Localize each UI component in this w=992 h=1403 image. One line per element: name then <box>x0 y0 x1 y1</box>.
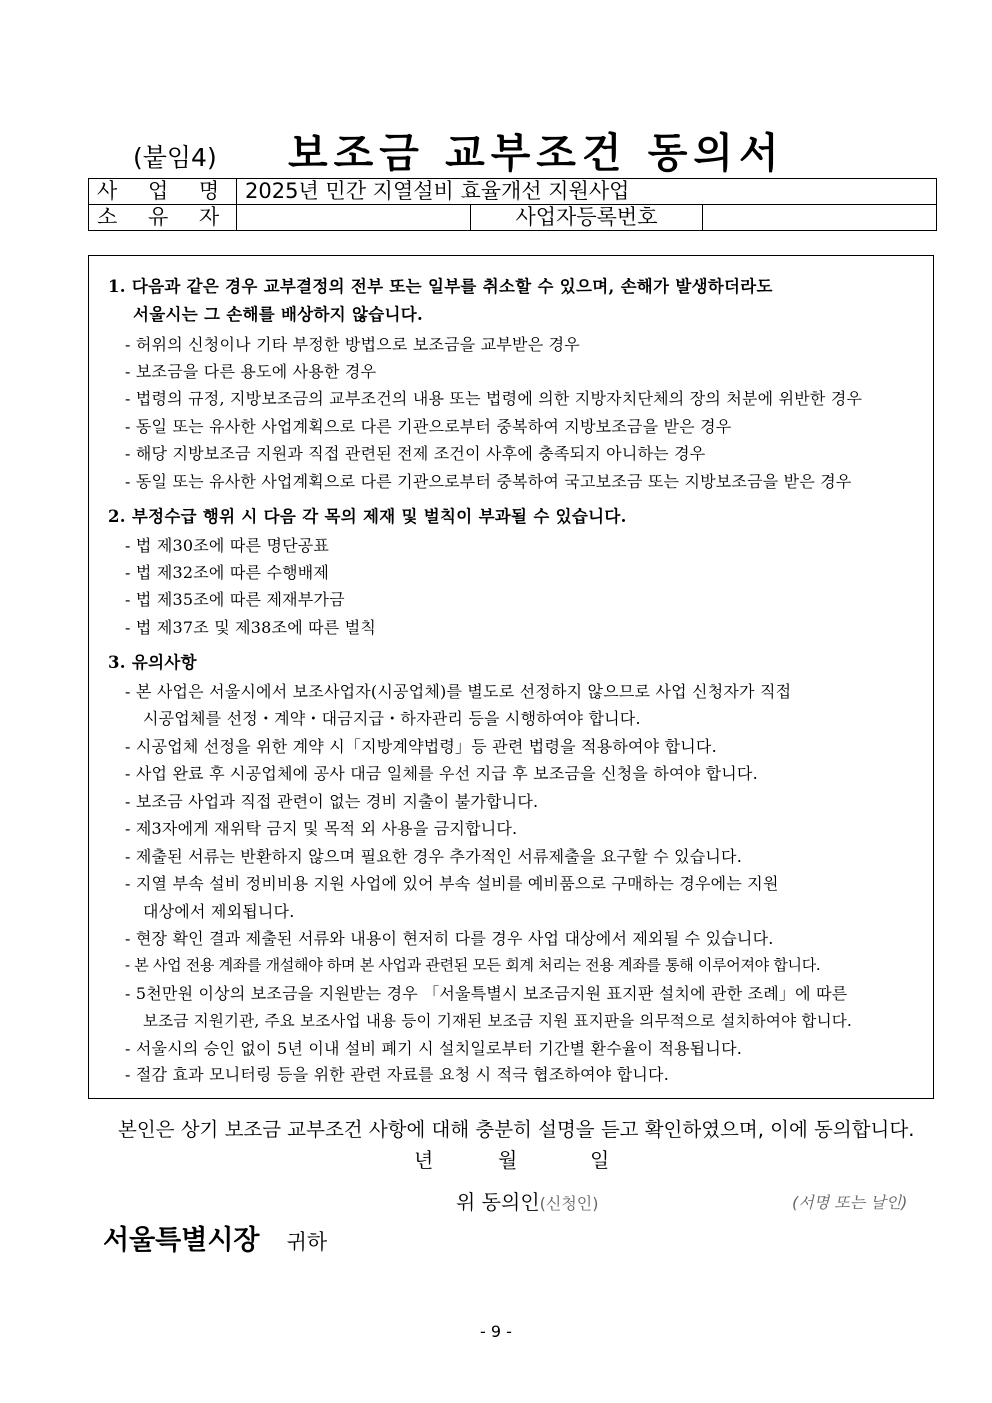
section-3-heading: 3. 유의사항 <box>108 653 197 672</box>
list-item: - 본 사업 전용 계좌를 개설해야 하며 본 사업과 관련된 모든 회계 처리는 전용 계좌를 통해 이루어져야 합니다. <box>125 956 821 974</box>
list-item-cont: 시공업체를 선정・계약・대금지급・하자관리 등을 시행하여야 합니다. <box>143 709 641 728</box>
section-1-heading-line2: 서울시는 그 손해를 배상하지 않습니다. <box>133 305 424 324</box>
section-2-heading: 2. 부정수급 행위 시 다음 각 목의 제재 및 벌칙이 부과될 수 있습니다. <box>108 507 627 526</box>
list-item: - 사업 완료 후 시공업체에 공사 대금 일체를 우선 지급 후 보조금을 신청을 하여야 합니다. <box>125 764 758 783</box>
business-name-value: 2025년 민간 지열설비 효율개선 지원사업 <box>237 179 937 205</box>
signer-sub-label: (신청인) <box>539 1194 599 1213</box>
list-item: - 제출된 서류는 반환하지 않으며 필요한 경우 추가적인 서류제출을 요구할 수 있습니다. <box>125 847 742 866</box>
list-item: - 시공업체 선정을 위한 계약 시「지방계약법령」등 관련 법령을 적용하여야 합니다. <box>125 737 717 756</box>
signature-field[interactable]: (서명 또는 날인) <box>792 1193 908 1212</box>
list-item: - 제3자에게 재위탁 금지 및 목적 외 사용을 금지합니다. <box>125 819 518 838</box>
list-item: - 법령의 규정, 지방보조금의 교부조건의 내용 또는 법령에 의한 지방자치단체의 장의 처분에 위반한 경우 <box>125 389 863 408</box>
reg-no-field[interactable] <box>703 205 937 231</box>
date-row <box>0 1144 992 1174</box>
reg-no-label: 사업자등록번호 <box>471 205 703 231</box>
list-item: - 동일 또는 유사한 사업계획으로 다른 기관으로부터 중복하여 지방보조금을 받은 경우 <box>125 417 732 436</box>
list-item: - 법 제35조에 따른 제재부가금 <box>125 590 345 609</box>
list-item: - 허위의 신청이나 기타 부정한 방법으로 보조금을 교부받은 경우 <box>125 335 580 354</box>
section-1-heading-line1: 1. 다음과 같은 경우 교부결정의 전부 또는 일부를 취소할 수 있으며, 손해가 발생하더라도 <box>108 277 773 296</box>
signer-label: 위 동의인 <box>456 1190 540 1214</box>
addressee <box>103 1218 327 1257</box>
list-item: - 지열 부속 설비 정비비용 지원 사업에 있어 부속 설비를 예비품으로 구매하는 경우에는 지원 <box>125 874 779 893</box>
list-item: - 보조금을 다른 용도에 사용한 경우 <box>125 362 377 381</box>
list-item: - 절감 효과 모니터링 등을 위한 관련 자료를 요청 시 적극 협조하여야 합니다. <box>125 1065 670 1084</box>
addressee-honorific: 귀하 <box>286 1230 328 1254</box>
list-item: - 서울시의 승인 없이 5년 이내 설비 폐기 시 설치일로부터 기간별 환수율이 적용됩니다. <box>125 1039 743 1058</box>
conditions-box <box>88 255 934 1099</box>
owner-field[interactable] <box>237 205 471 231</box>
list-item: - 법 제30조에 따른 명단공표 <box>125 536 330 555</box>
agreement-statement: 본인은 상기 보조금 교부조건 사항에 대해 충분히 설명을 듣고 확인하였으며, 이에 동의합니다. <box>118 1118 915 1141</box>
section-1-heading <box>108 273 773 297</box>
page-title: 보조금 교부조건 동의서 <box>288 129 785 177</box>
list-item: - 해당 지방보조금 지원과 직접 관련된 전제 조건이 사후에 충족되지 아니하는 경우 <box>125 444 706 463</box>
date-year-label: 년 <box>414 1148 434 1172</box>
date-month-label: 월 <box>498 1148 518 1172</box>
business-name-label: 사 업 명 <box>89 179 237 205</box>
list-item: - 법 제37조 및 제38조에 따른 벌칙 <box>125 618 377 637</box>
attachment-label: (붙임4) <box>133 143 217 172</box>
list-item-cont: 보조금 지원기관, 주요 보조사업 내용 등이 기재된 보조금 지원 표지판을 의무적으로 설치하여야 합니다. <box>143 1012 853 1030</box>
list-item: - 현장 확인 결과 제출된 서류와 내용이 현저히 다를 경우 사업 대상에서 제외될 수 있습니다. <box>125 929 774 948</box>
title-row <box>0 120 992 180</box>
list-item: - 5천만원 이상의 보조금을 지원받는 경우 「서울특별시 보조금지원 표지판 설치에 관한 조례」에 따른 <box>125 984 848 1003</box>
list-item-cont: 대상에서 제외됩니다. <box>143 902 295 921</box>
list-item: - 본 사업은 서울시에서 보조사업자(시공업체)를 별도로 선정하지 않으므로 사업 신청자가 직접 <box>125 682 792 701</box>
list-item: - 법 제32조에 따른 수행배제 <box>125 563 330 582</box>
owner-label: 소 유 자 <box>89 205 237 231</box>
page-number: - 9 - <box>480 1322 512 1341</box>
info-table <box>88 178 937 231</box>
list-item: - 동일 또는 유사한 사업계획으로 다른 기관으로부터 중복하여 국고보조금 또는 지방보조금을 받은 경우 <box>125 472 852 491</box>
addressee-name: 서울특별시장 <box>103 1225 260 1256</box>
section-1-heading-cont <box>133 301 423 325</box>
list-item: - 보조금 사업과 직접 관련이 없는 경비 지출이 불가합니다. <box>125 792 539 811</box>
date-day-label: 일 <box>590 1148 610 1172</box>
signer-line <box>456 1186 599 1215</box>
